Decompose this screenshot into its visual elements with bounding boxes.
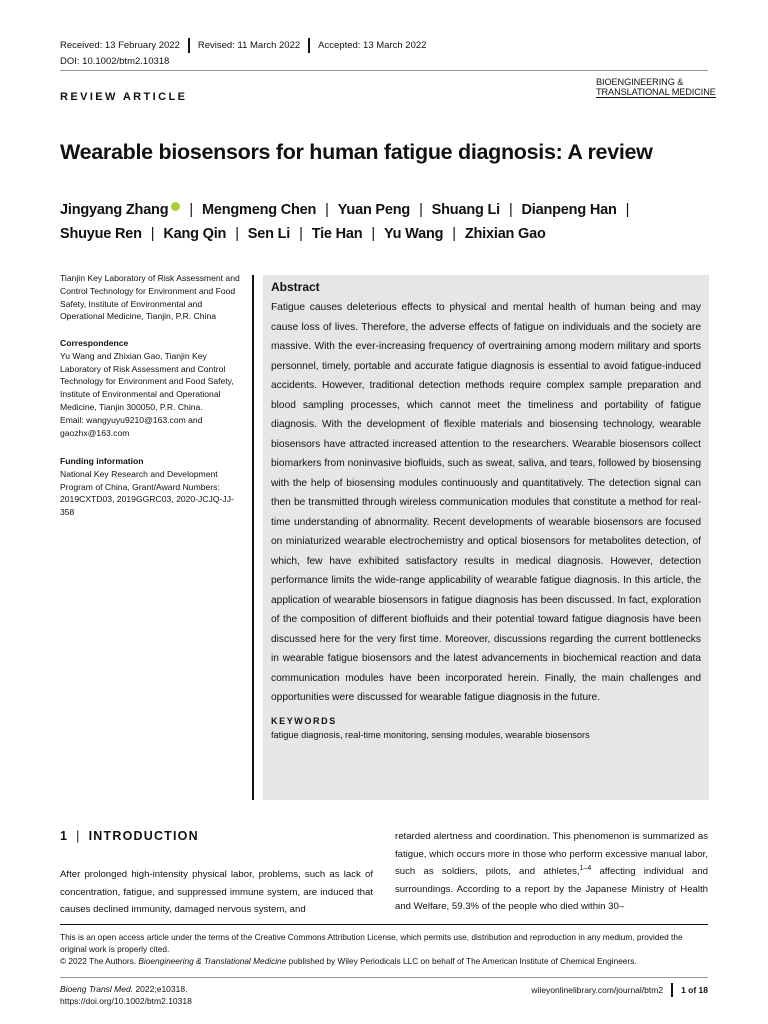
funding-info — [60, 455, 245, 519]
author[interactable]: Jingyang Zhang — [60, 202, 169, 218]
header-rule — [60, 70, 708, 71]
section-number: 1 — [60, 829, 69, 843]
author[interactable]: Zhixian Gao — [464, 226, 546, 242]
correspondence — [60, 337, 245, 439]
funding-heading: Funding information — [60, 456, 144, 466]
footer-rule — [60, 924, 708, 925]
abstract-panel — [263, 275, 709, 800]
author[interactable]: Yu Wang — [383, 226, 444, 242]
body-column-2 — [395, 828, 708, 916]
section-heading: 1 | INTRODUCTION — [60, 829, 199, 843]
keywords-text: fatigue diagnosis, real-time monitoring, sensing modules, wearable biosensors — [271, 729, 590, 740]
citation-journal: Bioeng Transl Med. — [60, 984, 134, 994]
article-dates — [60, 38, 426, 53]
author[interactable]: Shuyue Ren — [60, 226, 142, 242]
author[interactable]: Tie Han — [311, 226, 363, 242]
citation-ref[interactable]: 1–4 — [579, 864, 592, 872]
author-line-2: Shuyue Ren | Kang Qin | Sen Li | Tie Han | Yu Wang | Zhixian Gao — [60, 226, 546, 242]
license-text: This is an open access article under the terms of the Creative Commons Attribution License, which permits use, distribution and reproduction in any medium, provided the original work is properly cited. — [60, 932, 683, 954]
author[interactable]: Yuan Peng — [337, 202, 411, 218]
author-list — [60, 198, 720, 246]
citation-text: 2022;e10318. — [133, 984, 188, 994]
paper-title: Wearable biosensors for human fatigue diagnosis: A review — [60, 140, 653, 164]
journal-site-link[interactable]: wileyonlinelibrary.com/journal/btm2 — [531, 985, 664, 995]
author-line-1: Jingyang Zhang | Mengmeng Chen | Yuan Peng | Shuang Li | Dianpeng Han | — [60, 202, 630, 218]
abstract-text: Fatigue causes deleterious effects to physical and mental health of human being and may cause loss of lives. Therefore, the adverse effects of fatigue on individuals and the society are massive. With the ever-increasing frequency of overtraining among modern military and sports personnel, timely, portable and accurate fatigue diagnosis is essential to avoid fatigue-induced accidents. However, traditional detection methods require complex sample preparation and blood sampling processes, which cannot meet the timeliness and portability of fatigue diagnosis. With the development of flexible materials and biosensing technology, wearable biosensors have attracted increased attention to the researchers. Wearable biosensors collect biomarkers from noninvasive biofluids, such as sweat, saliva, and tears, followed by biosensing with the help of biosensing modules continuously and quantitatively. The detection signal can then be transmitted through wireless communication modules that constitute a method for real-time understanding of abnormality. Recent developments of wearable biosensors are focused on miniaturized wearable electrochemistry and optical biosensors for metabolites detection, of which, few have exhibited satisfactory results in medical diagnosis. However, detection performance limits the wide-range applicability of wearable fatigue diagnosis. In this article, the application of wearable biosensors in fatigue diagnosis has been discussed. In fact, exploration of the composition of different biofluids and their potential toward fatigue diagnosis have been discussed here for the very first time. Moreover, discussions regarding the current bottlenecks in wearable fatigue biosensors and the latest advancements in biochemical reaction and data communication modules have been incorporated herein. Finally, the main challenges and opportunities were discussed for wearable fatigue diagnosis in the future. — [271, 302, 701, 703]
author[interactable]: Kang Qin — [163, 226, 227, 242]
body-text: retarded alertness and coordination. This phenomenon is summarized as fatigue, which occurs more in those who perform excessive manual labor, such as soldiers, pilots, and athletes, — [395, 831, 708, 877]
footer-rule — [60, 977, 708, 978]
copyright-text: © 2022 The Authors. Bioengineering & Translational Medicine published by Wiley Periodicals LLC on behalf of The American Institute of Chemical Engineers. — [60, 956, 637, 966]
body-text: affecting individual and surroundings. According to a report by the Japanese Ministry of Health and Welfare, 59.3% of the people who died within 30– — [395, 866, 708, 912]
doi[interactable]: DOI: 10.1002/btm2.10318 — [60, 56, 170, 67]
journal-logo-line1: BIOENGINEERING & — [596, 77, 684, 87]
correspondence-text: Yu Wang and Zhixian Gao, Tianjin Key Laboratory of Risk Assessment and Control Technology for Environment and Food Safety, Institute of Environmental and Operational Medicine, Tianjin 300050, P.R. China. — [60, 350, 234, 412]
abstract-heading: Abstract — [271, 280, 320, 294]
divider — [308, 38, 310, 53]
footer-right — [531, 983, 708, 997]
author[interactable]: Mengmeng Chen — [201, 202, 317, 218]
journal-logo — [596, 77, 716, 98]
revised-date: Revised: 11 March 2022 — [197, 40, 301, 51]
divider — [671, 983, 673, 997]
citation-info — [60, 983, 192, 1007]
divider — [188, 38, 190, 53]
affiliation: Tianjin Key Laboratory of Risk Assessment and Control Technology for Environment and Food Safety, Institute of Environmental and Operational Medicine, Tianjin, P.R. China — [60, 273, 240, 322]
doi-link[interactable]: https://doi.org/10.1002/btm2.10318 — [60, 996, 192, 1006]
journal-logo-line2: TRANSLATIONAL MEDICINE — [596, 87, 716, 97]
correspondence-heading: Correspondence — [60, 338, 129, 348]
keywords-heading: KEYWORDS — [271, 715, 337, 726]
author[interactable]: Sen Li — [247, 226, 291, 242]
received-date: Received: 13 February 2022 — [60, 40, 180, 51]
correspondence-email[interactable]: Email: wangyuyu9210@163.com and gaozhx@163.com — [60, 414, 203, 438]
author[interactable]: Dianpeng Han — [521, 202, 617, 218]
author[interactable]: Shuang Li — [431, 202, 500, 218]
accepted-date: Accepted: 13 March 2022 — [318, 40, 427, 51]
body-column-1: After prolonged high-intensity physical labor, problems, such as lack of concentration, fatigue, and suppressed immune system, are induced that causes declined immunity, damaged nervous system, and — [60, 869, 373, 915]
section-title: INTRODUCTION — [88, 829, 199, 843]
page-number: 1 of 18 — [681, 985, 708, 995]
article-type: REVIEW ARTICLE — [60, 91, 188, 103]
abstract-rule — [252, 275, 254, 800]
orcid-icon[interactable] — [171, 202, 180, 211]
license-notice — [60, 931, 710, 967]
funding-text: National Key Research and Development Program of China, Grant/Award Numbers: 2019CXTD03, 2019GGRC03, 2020-JCJQ-JJ-358 — [60, 468, 234, 518]
